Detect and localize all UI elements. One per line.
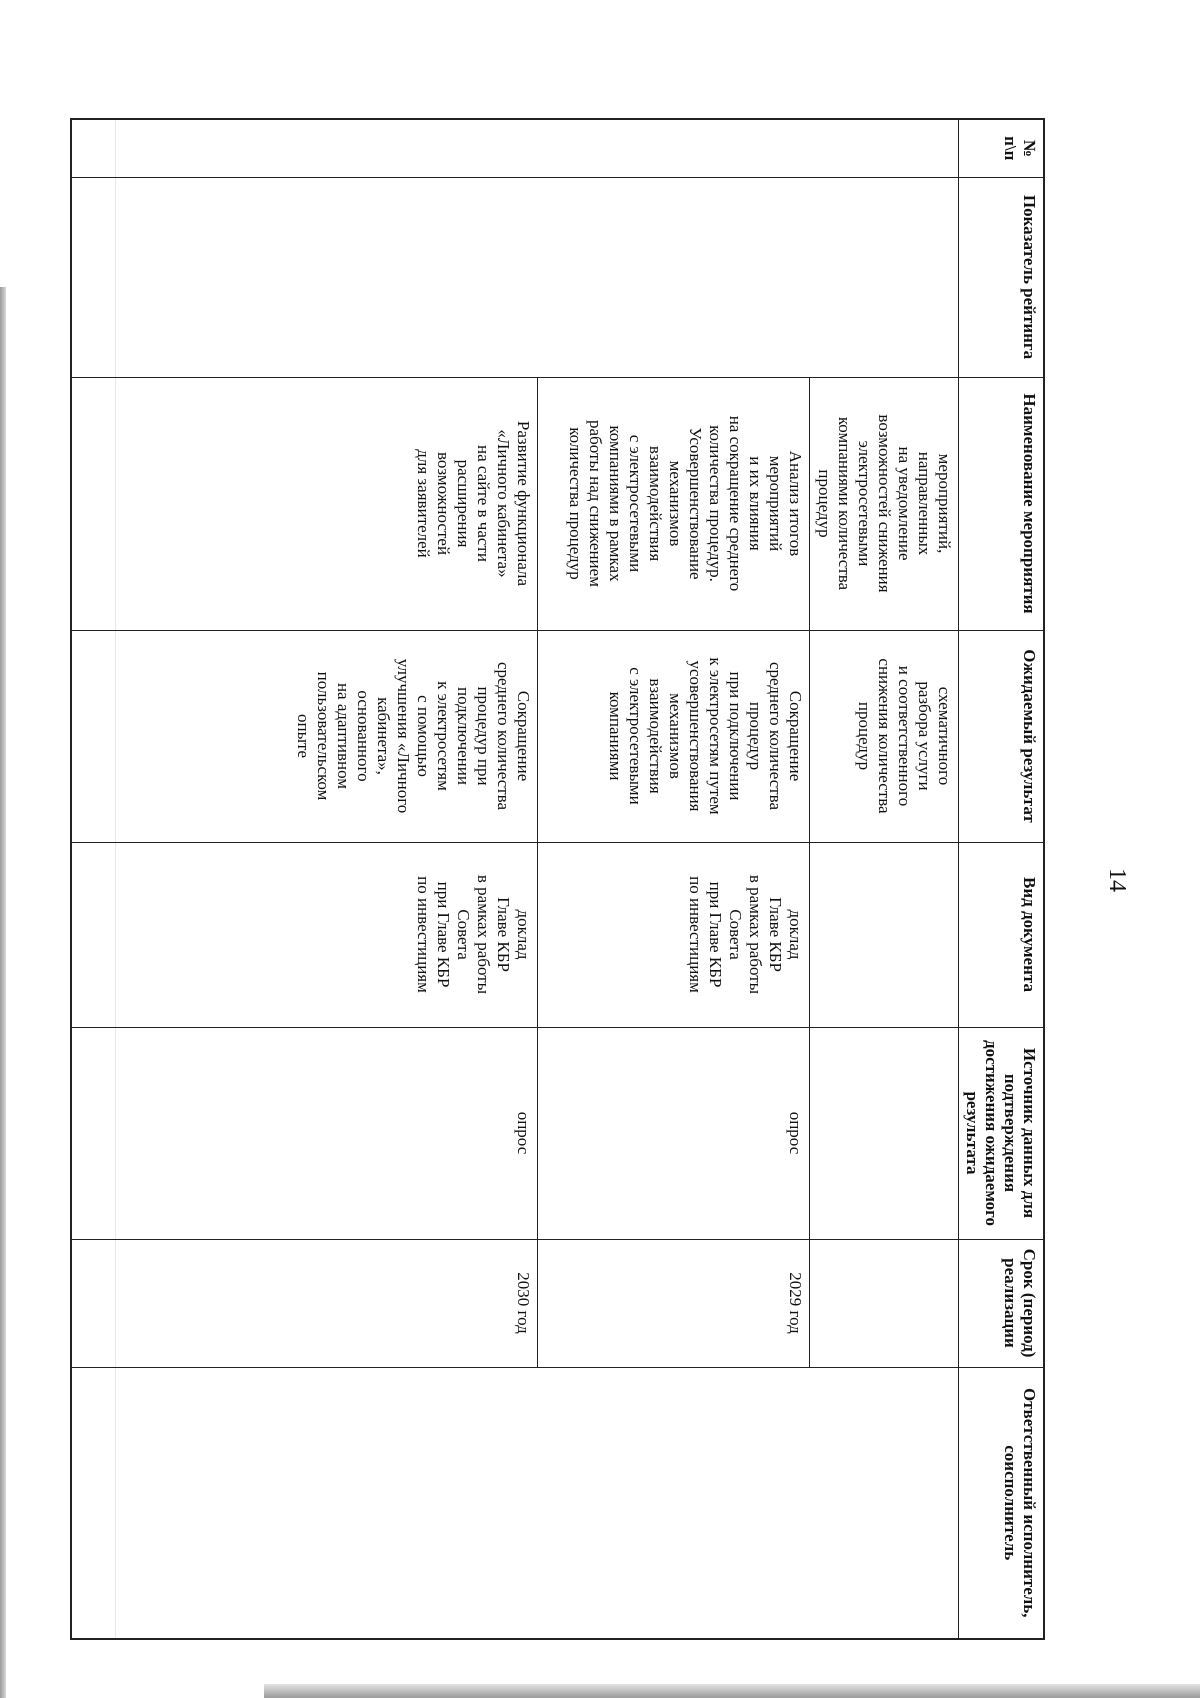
cell-num [72, 119, 959, 177]
cell-result: схематичного разбора услуги и соответственного снижения количества процедур [810, 630, 959, 842]
events-table [71, 118, 1046, 1640]
cell-source [810, 1027, 959, 1239]
page-number: 14 [1104, 868, 1130, 892]
cell-responsible [72, 1367, 959, 1639]
cell-result: Сокращение среднего количества процедур при подключении к электросетям с помощью улучшения «Личного кабинета», основанного на адаптивном пользовательском опыте [72, 630, 538, 842]
table-row [810, 119, 959, 1639]
cell-event: Анализ итогов мероприятий и их влияния на сокращение среднего количества процедур. Усовершенствование механизмов взаимодействия с электросетевыми компаниями в рамках работы над снижением количества процедур [538, 377, 810, 630]
cell-term [810, 1239, 959, 1367]
cell-indicator [72, 177, 959, 377]
scan-edge-left [0, 287, 6, 1698]
cell-term: 2029 год [538, 1239, 810, 1367]
rotated-table-container [155, 118, 1045, 1638]
header-source: Источник данных для подтверждения достижения ожидаемого результата [959, 1027, 1045, 1239]
cell-source: опрос [72, 1027, 538, 1239]
cell-source: опрос [538, 1027, 810, 1239]
header-responsible: Ответственный исполнитель, соисполнитель [959, 1367, 1045, 1639]
header-doc: Вид документа [959, 842, 1045, 1027]
cell-event: Развитие функционала «Личного кабинета» на сайте в части расширения возможностей для заявителей [72, 377, 538, 630]
header-event: Наименование мероприятия [959, 377, 1045, 630]
cell-term: 2030 год [72, 1239, 538, 1367]
scan-edge-bottom [264, 1684, 1200, 1698]
header-term: Срок (период) реализации [959, 1239, 1045, 1367]
cell-event: мероприятий, направленных на уведомление возможностей снижения электросетевыми компаниями количества процедур [810, 377, 959, 630]
cell-doc [810, 842, 959, 1027]
table-header-row [959, 119, 1045, 1639]
cell-result: Сокращение среднего количества процедур при подключении к электросетям путем усовершенствования механизмов взаимодействия с электросетевыми компаниями [538, 630, 810, 842]
cell-doc: доклад Главе КБР в рамках работы Совета при Главе КБР по инвестициям [72, 842, 538, 1027]
header-indicator: Показатель рейтинга [959, 177, 1045, 377]
header-num: № п\п [959, 119, 1045, 177]
header-result: Ожидаемый результат [959, 630, 1045, 842]
cell-doc: доклад Главе КБР в рамках работы Совета при Главе КБР по инвестициям [538, 842, 810, 1027]
